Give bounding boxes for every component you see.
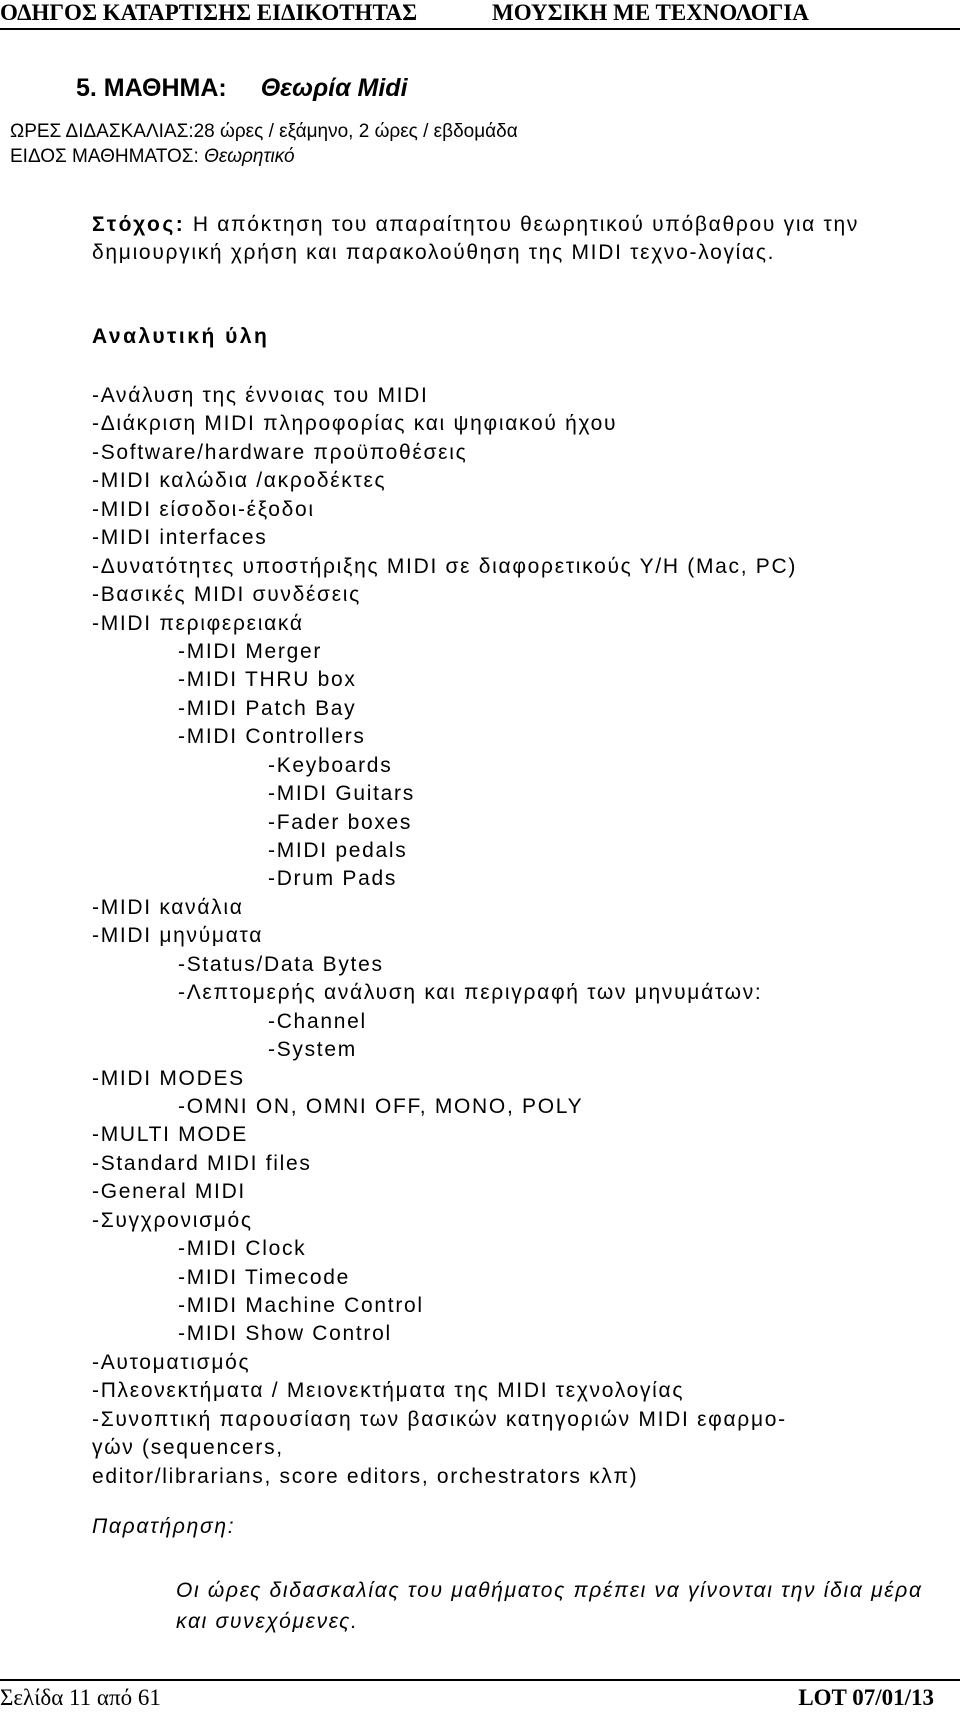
- syllabus-item: -Πλεονεκτήματα / Μειονεκτήματα της MIDI τεχνολογίας: [92, 1379, 685, 1403]
- syllabus-item: -MIDI THRU box: [178, 668, 357, 692]
- syllabus-item: γών (sequencers,: [92, 1436, 284, 1460]
- syllabus-item: -Αυτοματισμός: [92, 1350, 251, 1374]
- syllabus-item: -Δυνατότητες υποστήριξης MIDI σε διαφορετικούς Υ/Η (Mac, PC): [92, 554, 798, 578]
- goal-text: Η απόκτηση του απαραίτητου θεωρητικού υπόβαθρου για την δημιουργική χρήση και παρακολούθηση της MIDI τεχνο-λογίας.: [92, 213, 860, 264]
- syllabus-item: -MIDI Patch Bay: [178, 696, 357, 720]
- syllabus-item: -Status/Data Bytes: [178, 952, 384, 976]
- lesson-title: [76, 74, 408, 103]
- syllabus-item: -MIDI Guitars: [268, 782, 415, 806]
- syllabus-item: -General MIDI: [92, 1180, 246, 1204]
- lesson-type: [10, 146, 295, 168]
- syllabus-item: -Συνοπτική παρουσίαση των βασικών κατηγοριών MIDI εφαρμο-: [92, 1407, 787, 1431]
- syllabus-item: editor/librarians, score editors, orchestrators κλπ): [92, 1464, 639, 1488]
- lesson-name: Θεωρία Midi: [260, 74, 408, 102]
- syllabus-item: -MIDI pedals: [268, 839, 408, 862]
- note-text: Οι ώρες διδασκαλίας του μαθήματος πρέπει να γίνονται την ίδια μέρα και συνεχόμενες.: [176, 1579, 923, 1633]
- note-label: Παρατήρηση:: [92, 1515, 236, 1538]
- syllabus-item: -MULTI MODE: [92, 1123, 248, 1147]
- syllabus-item: -Channel: [268, 1009, 367, 1033]
- syllabus-item: -MIDI περιφερειακά: [92, 611, 304, 635]
- syllabus-item: -MIDI καλώδια /ακροδέκτες: [92, 469, 387, 493]
- syllabus-item: -MIDI MODES: [92, 1066, 245, 1090]
- syllabus-item: -Συγχρονισμός: [92, 1208, 253, 1232]
- lesson-number-label: 5. ΜΑΘΗΜΑ:: [76, 74, 227, 102]
- lesson-goal: [92, 211, 932, 267]
- header-guide-title: ΟΔΗΓΟΣ ΚΑΤΑΡΤΙΣΗΣ ΕΙΔΙΚΟΤΗΤΑΣ: [0, 0, 418, 25]
- syllabus-item: -MIDI Merger: [178, 639, 323, 663]
- footer-page-number: Σελίδα 11 από 61: [0, 1685, 161, 1710]
- syllabus-item: -MIDI μηνύματα: [92, 924, 264, 948]
- footer-document-code: LOT 07/01/13: [798, 1685, 934, 1710]
- syllabus-item: -OMNI ON, OMNI OFF, MONO, POLY: [178, 1094, 584, 1118]
- syllabus-item: -MIDI Timecode: [178, 1265, 350, 1289]
- syllabus-heading: Αναλυτική ύλη: [92, 325, 270, 348]
- page-header: [0, 0, 960, 30]
- syllabus-item: -Drum Pads: [268, 867, 398, 891]
- syllabus-item: -MIDI είσοδοι-έξοδοι: [92, 497, 315, 521]
- syllabus-item: -MIDI Clock: [178, 1237, 307, 1261]
- lesson-type-label: ΕΙΔΟΣ ΜΑΘΗΜΑΤΟΣ:: [10, 146, 199, 167]
- syllabus-item: -System: [268, 1038, 357, 1062]
- syllabus-item: -MIDI Controllers: [178, 725, 366, 749]
- syllabus-item: -Λεπτομερής ανάλυση και περιγραφή των μηνυμάτων:: [178, 981, 763, 1005]
- syllabus-item: -Software/hardware προϋποθέσεις: [92, 440, 468, 464]
- header-specialty-title: ΜΟΥΣΙΚΗ ΜΕ ΤΕΧΝΟΛΟΓΙΑ: [492, 0, 809, 25]
- syllabus-item: -MIDI κανάλια: [92, 895, 244, 919]
- page-footer: [0, 1679, 960, 1717]
- syllabus-item: -Βασικές MIDI συνδέσεις: [92, 583, 361, 607]
- syllabus-list: [92, 382, 797, 1491]
- lesson-type-value: Θεωρητικό: [204, 146, 295, 167]
- syllabus-item: -MIDI Show Control: [178, 1322, 392, 1346]
- goal-label: Στόχος:: [92, 213, 186, 236]
- syllabus-item: -MIDI interfaces: [92, 526, 268, 550]
- lesson-hours: ΩΡΕΣ ΔΙΔΑΣΚΑΛΙΑΣ:28 ώρες / εξάμηνο, 2 ώρες / εβδομάδα: [10, 121, 518, 142]
- syllabus-item: -Keyboards: [268, 753, 393, 777]
- syllabus-item: -MIDI Machine Control: [178, 1294, 424, 1317]
- syllabus-item: -Standard MIDI files: [92, 1151, 312, 1175]
- syllabus-item: -Ανάλυση της έννοιας του MIDI: [92, 384, 429, 407]
- syllabus-item: -Διάκριση MIDI πληροφορίας και ψηφιακού ήχου: [92, 412, 618, 436]
- syllabus-item: -Fader boxes: [268, 810, 413, 834]
